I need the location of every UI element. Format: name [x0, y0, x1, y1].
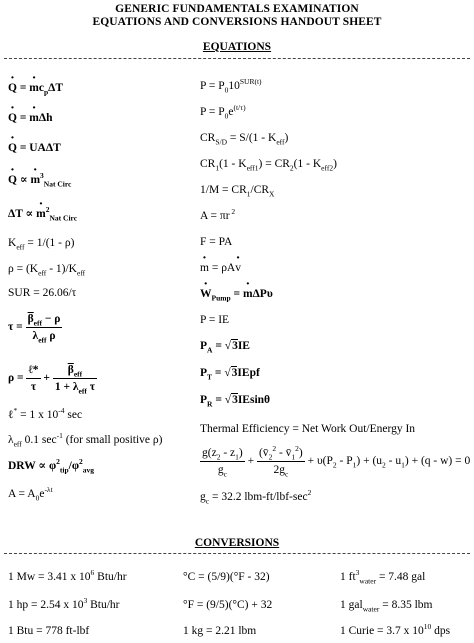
- title-line-1: GENERIC FUNDAMENTALS EXAMINATION: [115, 3, 359, 15]
- conv-ft3: 1 $ft^3_{water} = 7.48$ gal: [340, 568, 426, 586]
- conv-gal: 1 gal$_{water}$ = 8.35 lbm: [340, 599, 433, 614]
- conv-c-to-f: °C = (5/9)(°F - 32): [183, 571, 270, 583]
- eq-lstar: ℓ* = 1 x $10^{-4}$ sec: [8, 406, 83, 421]
- eq-count-rate-ratio: $CR_1(1 - K_{eff1}) = CR_2(1 - K_{eff2})$: [200, 158, 337, 173]
- eq-rho: $\rho = (K_{eff} - 1)/K_{eff}$: [8, 263, 86, 278]
- eq-heat-natcirc: Q · ∝ m ·$^3_{Nat Circ}$: [8, 173, 71, 187]
- eq-heat-flow-cp: Q · = $m \cdot c_p\Delta T$: [8, 81, 63, 95]
- divider-top: [4, 58, 470, 59]
- eq-mass-flow: m · = ρAv ·: [200, 261, 241, 275]
- eq-keff: $K_{eff} = 1/(1 - \rho)$: [8, 237, 75, 252]
- divider-bottom: [4, 553, 470, 554]
- eq-area: A = πr $^2$: [200, 207, 236, 222]
- eq-power-true: $P_T$ = √3IEpf: [200, 367, 260, 382]
- eq-power-ie: P = IE: [200, 314, 230, 326]
- eq-decay: $A = A_0e^{-\lambda t}$: [8, 485, 53, 503]
- conv-mw: 1 Mw = 3.41 x $10^6$ Btu/hr: [8, 568, 127, 583]
- conv-curie: 1 Curie = 3.7 x $10^{10}$ dps: [340, 622, 451, 637]
- eq-power-tau: $P = P_0e^{(t/\tau)}$: [200, 103, 246, 121]
- conv-kg: 1 kg = 2.21 lbm: [183, 625, 257, 637]
- eq-tau: τ = $\frac{\overline{\beta}_{eff} - \rho}{\lambda_{eff} \rho}$: [8, 313, 61, 345]
- eq-sur: SUR = 26.06/τ: [8, 287, 77, 299]
- eq-deltat-natcirc: ΔT ∝ m ·$^2_{Nat Circ}$: [8, 207, 77, 221]
- eq-multiplication: $1/M = CR_1/CR_X$: [200, 184, 275, 199]
- eq-gc: $g_c = 32.2$ lbm-$ft/lbf-\sec^2$: [200, 488, 312, 506]
- eq-count-rate: $CR_{S/D} = S/(1 - K_{eff})$: [200, 132, 289, 147]
- eq-drw: DRW ∝ $\varphi^2_{tip}/\varphi^2_{avg}$: [8, 457, 95, 475]
- equations-heading: EQUATIONS: [202, 41, 272, 53]
- eq-pump-work: $W \cdot_{Pump} = m \cdot\Delta P\upsilon$: [200, 287, 273, 301]
- eq-power-reactive: $P_R = √3IEsin\theta$: [200, 394, 271, 409]
- eq-energy-balance: $\frac{g(z_2 - z_1)}{g_c}$ + $\frac{(v̄_2^2 - v̄_1^2)}{2g_c}$ + $\upsilon(P_2 - P_1) + (u_2 - u_1) + (q - w) = 0$: [202, 444, 471, 479]
- conversions-heading: CONVERSIONS: [194, 537, 280, 549]
- eq-lambda: $\lambda_{eff}$ 0.1 $\sec^{-1} (for$ small positive ρ): [8, 431, 163, 449]
- conv-btu: 1 Btu = 778 ft-lbf: [8, 625, 90, 637]
- title-line-2: EQUATIONS AND CONVERSIONS HANDOUT SHEET: [92, 16, 382, 28]
- eq-force: F = PA: [200, 236, 233, 248]
- eq-thermal-efficiency: Thermal Efficiency = Net Work Out/Energy In: [200, 423, 416, 435]
- eq-power-sur: $P = P_010^{SUR(t)}$: [200, 77, 262, 95]
- eq-heat-flow-h: Q · = m ·Δh: [8, 111, 52, 125]
- conv-f-to-c: °F = (9/5)(°C) + 32: [183, 599, 273, 611]
- eq-rho-tau: ρ = $\frac{\text{ℓ*}}{\tau}$ + $\frac{\overline{\beta}_{eff}}{1 + \lambda_{eff} \tau}$: [8, 364, 96, 396]
- eq-heat-flow-ua: Q · = UAΔT: [8, 141, 61, 155]
- conv-hp: 1 hp = 2.54 x $10^3$ Btu/hr: [8, 596, 120, 611]
- eq-power-3phase: $P_A = √3IE$: [200, 340, 250, 355]
